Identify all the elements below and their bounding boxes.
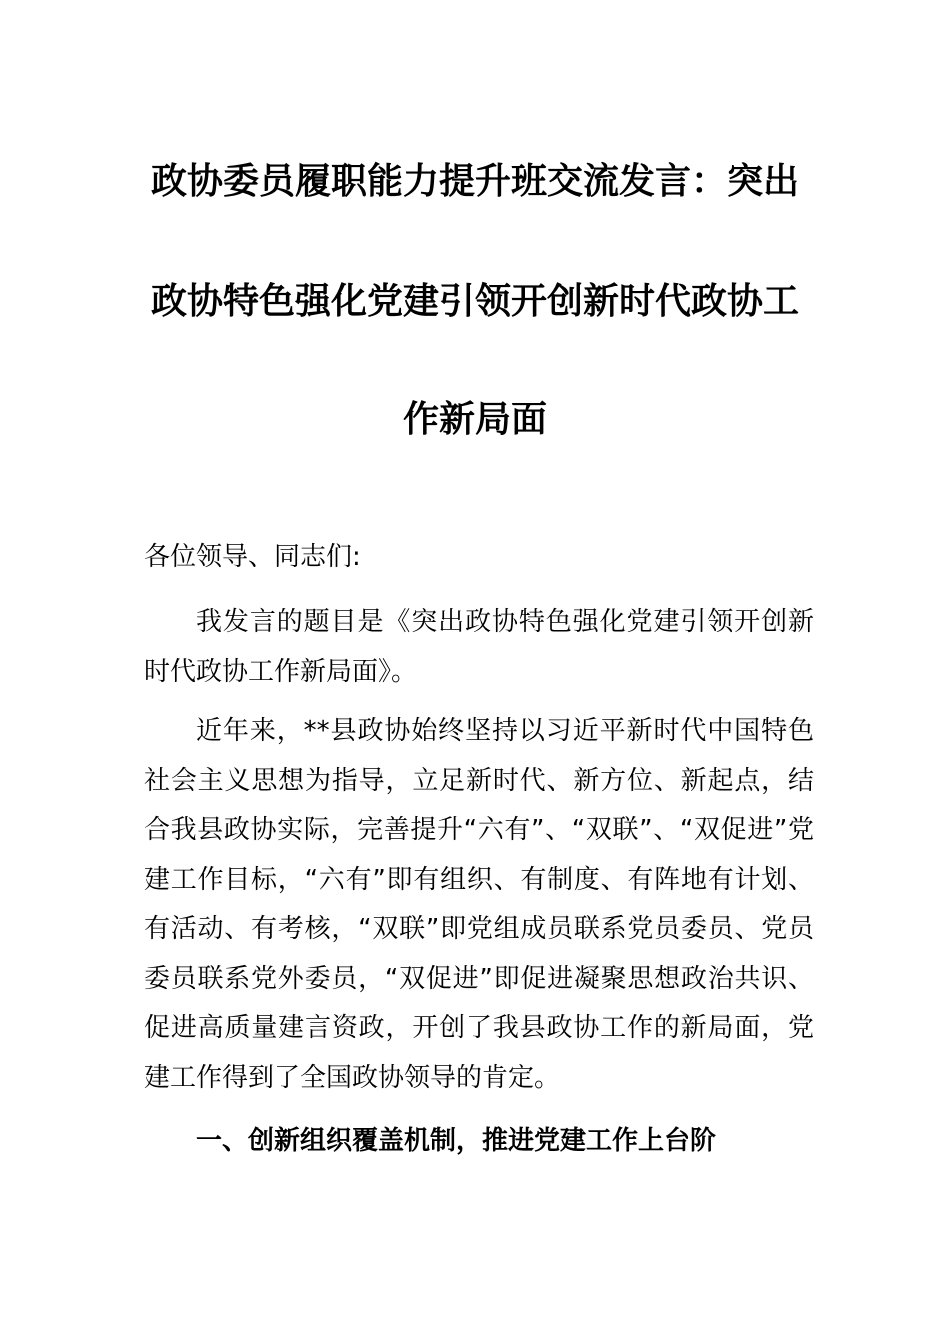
paragraph-speech-topic: 我发言的题目是《突出政协特色强化党建引领开创新时代政协工作新局面》。 <box>144 607 814 687</box>
document-title-line-1: 政协委员履职能力提升班交流发言：突出 <box>150 161 799 202</box>
document-title-line-3: 作新局面 <box>402 399 547 440</box>
greeting: 各位领导、同志们: <box>144 542 361 572</box>
paragraph-recent-years: 近年来，**县政协始终坚持以习近平新时代中国特色社会主义思想为指导，立足新时代、新方位、新起点，结合我县政协实际，完善提升“六有”、“双联”、“双促进”党建工作目标，“六有”即有组织、有制度、有阵地有计划、有活动、有考核，“双联”即党组成员联系党员委员、党员委员联系党外委员，“双促进”即促进凝聚思想政治共识、促进高质量建言资政，开创了我县政协工作的新局面，党建工作得到了全国政协领导的肯定。 <box>144 716 814 1093</box>
section-heading-1: 一、创新组织覆盖机制，推进党建工作上台阶 <box>196 1126 717 1156</box>
document-title-line-2: 政协特色强化党建引领开创新时代政协工 <box>150 281 799 322</box>
